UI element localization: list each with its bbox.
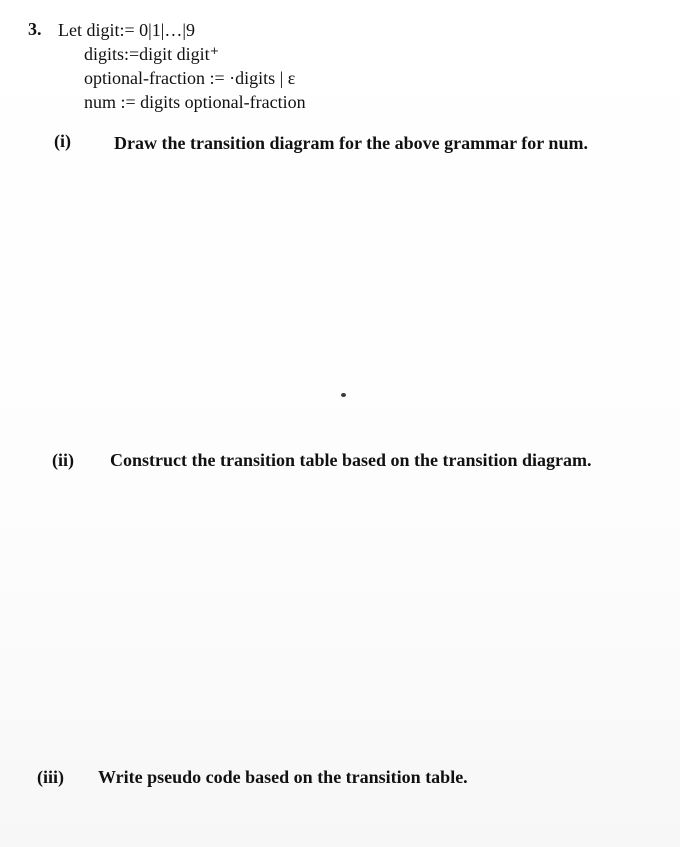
question-number: 3. bbox=[28, 19, 42, 39]
grammar-line-digits: digits:=digit digit⁺ bbox=[84, 44, 220, 64]
part-ii-label: (ii) bbox=[52, 450, 74, 470]
grammar-line-optional-fraction: optional-fraction := ·digits | ε bbox=[84, 68, 296, 88]
part-ii-text: Construct the transition table based on the transition diagram. bbox=[110, 450, 592, 470]
part-iii-label: (iii) bbox=[37, 767, 64, 787]
scan-speck bbox=[341, 393, 346, 397]
part-i-text: Draw the transition diagram for the above grammar for num. bbox=[114, 133, 588, 153]
grammar-line-num: num := digits optional-fraction bbox=[84, 92, 306, 112]
part-i-label: (i) bbox=[54, 131, 71, 151]
part-iii-text: Write pseudo code based on the transition table. bbox=[98, 767, 468, 787]
grammar-line-digit: Let digit:= 0|1|…|9 bbox=[58, 20, 195, 40]
